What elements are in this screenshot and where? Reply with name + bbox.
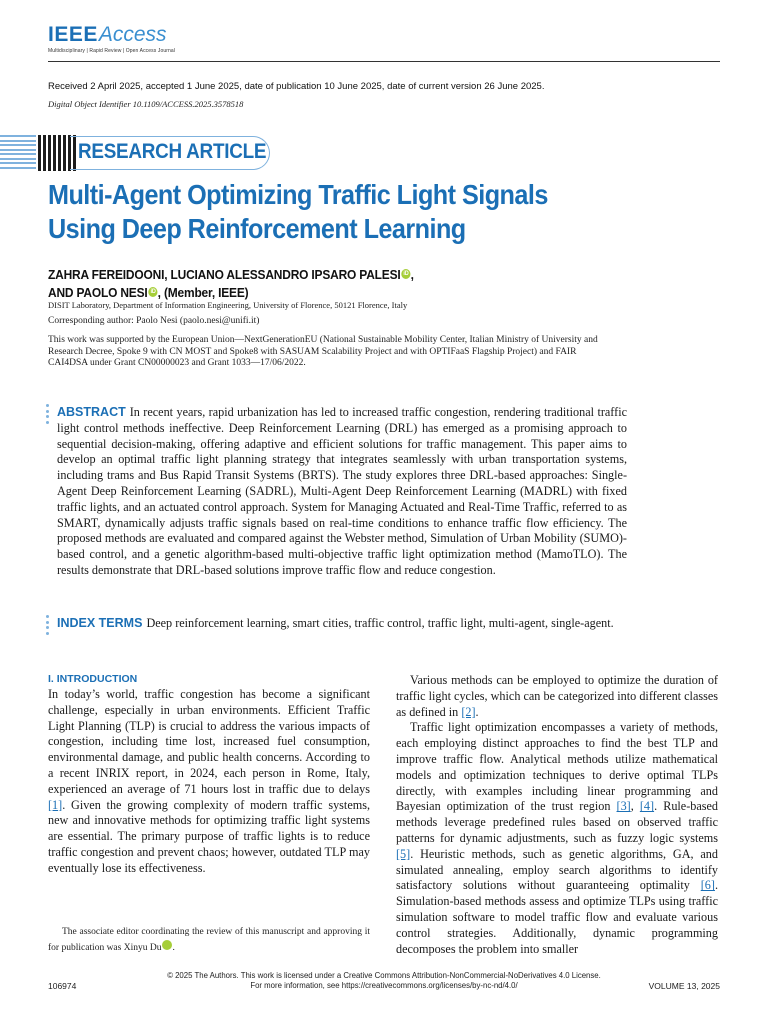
right-p2-text-c: . Heuristic methods, such as genetic algorithms, GA, and simulated annealing, employ search algorithms to identify satisfactory solutions without guaranteeing optimality xyxy=(396,846,718,893)
author-list xyxy=(48,266,414,302)
volume-label: VOLUME 13, 2025 xyxy=(648,981,720,991)
corresponding-author: Corresponding author: Paolo Nesi (paolo.nesi@unifi.it) xyxy=(48,316,260,326)
logo-tagline: Multidisciplinary | Rapid Review | Open Access Journal xyxy=(48,48,175,54)
right-p2-sep: , xyxy=(630,799,640,814)
license-line-1: © 2025 The Authors. This work is licensed under a Creative Commons Attribution-NonCommercial-NoDerivatives 4.0 License. xyxy=(167,971,601,980)
authors-line-2: AND PAOLO NESI xyxy=(48,285,148,300)
index-terms-text: Deep reinforcement learning, smart cities, traffic control, traffic light, multi-agent, single-agent. xyxy=(146,616,614,630)
abstract xyxy=(57,405,627,579)
banner-label: RESEARCH ARTICLE xyxy=(78,140,267,163)
intro-p1-text-a: In today’s world, traffic congestion has become a significant challenge, especially in urban environments. Efficient Traffic Light Planning (TLP) is crucial to address the various impacts of congestion, including time lost, increased fuel consumption, environmental damage, and public health concerns. According to a recent INRIX report, in 2024, each person in Rome, Italy, experienced an average of 71 hours lost in traffic due to delays xyxy=(48,687,370,796)
footnote-end: . xyxy=(172,943,175,953)
right-p1-text-b: . xyxy=(475,704,479,719)
citation-link[interactable]: [1] xyxy=(48,797,63,812)
citation-link[interactable]: [5] xyxy=(396,846,411,861)
logo-ieee: IEEE xyxy=(48,23,98,46)
abstract-dots-icon xyxy=(46,404,52,426)
received-dates: Received 2 April 2025, accepted 1 June 2025, date of publication 10 June 2025, date of current version 26 June 2025. xyxy=(48,81,545,92)
authors-line-2-end: , (Member, IEEE) xyxy=(157,285,249,300)
orcid-icon[interactable]: iD xyxy=(162,940,172,950)
right-p2-text-b: . Rule-based methods leverage predefined rules based on observed traffic patterns for dynamic adjustments, such as fuzzy logic systems xyxy=(396,799,719,845)
index-terms-label: INDEX TERMS xyxy=(57,616,143,630)
left-column xyxy=(48,673,370,877)
citation-link[interactable]: [6] xyxy=(700,878,715,893)
section-heading-introduction: I. INTRODUCTION xyxy=(48,673,138,685)
right-paragraph-2 xyxy=(396,720,718,957)
orcid-icon[interactable]: iD xyxy=(401,269,410,279)
index-terms-dots-icon xyxy=(46,615,52,637)
authors-line-1-end: , xyxy=(410,267,414,282)
right-column xyxy=(396,673,718,957)
doi-line: Digital Object Identifier 10.1109/ACCESS.2025.3578518 xyxy=(48,99,244,109)
right-p1-text-a: Various methods can be employed to optimize the duration of traffic light cycles, which can be categorized into different classes as defined in xyxy=(396,673,718,719)
intro-paragraph-1 xyxy=(48,687,370,877)
title-line-2: Using Deep Reinforcement Learning xyxy=(48,213,466,244)
journal-logo xyxy=(48,24,175,54)
right-paragraph-1 xyxy=(396,673,718,720)
paper-title xyxy=(48,178,624,246)
logo-access: Access xyxy=(98,23,167,46)
orcid-icon[interactable]: iD xyxy=(148,287,157,297)
banner-stripes xyxy=(0,135,36,171)
citation-link[interactable]: [4] xyxy=(639,799,655,814)
authors-line-1: ZAHRA FEREIDOONI, LUCIANO ALESSANDRO IPSARO PALESI xyxy=(48,267,401,282)
right-p2-text-d: . Simulation-based methods assess and optimize TLPs using traffic simulation software to model traffic flow and evaluate various control strategies. Additionally, dynamic programming decomposes the problem into smaller xyxy=(396,878,718,956)
affiliation: DISIT Laboratory, Department of Information Engineering, University of Florence, 50121 Florence, Italy xyxy=(48,300,408,310)
abstract-label: ABSTRACT xyxy=(57,405,126,419)
right-p2-text-a: Traffic light optimization encompasses a variety of methods, each employing distinct approaches to find the best TLP and improve traffic flow. Analytical methods utilize mathematical models and optimization techniques to derive optimal TLPs directly, with examples including linear programming and Bayesian optimization of the trust region xyxy=(396,720,718,814)
header-rule xyxy=(48,61,720,62)
citation-link[interactable]: [3] xyxy=(616,799,631,814)
title-line-1: Multi-Agent Optimizing Traffic Light Signals xyxy=(48,179,548,210)
intro-p1-text-b: . Given the growing complexity of modern traffic systems, new and innovative methods for optimizing traffic light systems are essential. The primary purpose of traffic lights is to reduce traffic congestion and prevent chaos; however, outdated TLP may eventually lose its effectiveness. xyxy=(48,797,370,875)
license-line-2[interactable]: For more information, see https://creativecommons.org/licenses/by-nc-nd/4.0/ xyxy=(250,981,518,990)
footnote-text: The associate editor coordinating the review of this manuscript and approving it for publication was Xinyu Du xyxy=(48,927,370,953)
abstract-text: In recent years, rapid urbanization has led to increased traffic congestion, rendering traditional traffic light control methods ineffective. Deep Reinforcement Learning (DRL) has emerged as a promising approach to sequential decision-making, offering adaptive and efficient solutions for traffic management. This paper aims to develop an optimal traffic light planning strategy that integrates seamlessly with urban transportation systems, including trams and Bus Rapid Transit Systems (BRTS). The study explores three DRL-based approaches: Single-Agent Deep Reinforcement Learning (SADRL), Multi-Agent Deep Reinforcement Learning (MADRL) with fixed traffic lights, and an actuated control approach. System for Managing Actuated and Real-Time Traffic, referred to as SMART, dynamically adjusts traffic signals based on real-time conditions to enhance traffic flow efficiency. The proposed methods are evaluated and compared against the Webster method, Simulation of Urban Mobility (SUMO)-based control, and a genetic algorithm-based multi-objective traffic light optimization method (MamoTLO). The results demonstrate that DRL-based solutions improve traffic flow and reduce congestion. xyxy=(57,405,627,577)
page-number: 106974 xyxy=(48,981,77,991)
editor-footnote xyxy=(48,925,370,956)
index-terms xyxy=(57,616,627,632)
article-type-banner xyxy=(0,135,272,171)
funding-note: This work was supported by the European Union—NextGenerationEU (National Sustainable Mobility Center, Italian Ministry of University and Research Decree, Spoke 9 with CN MOST and Spoke8 with SASUAM Scalability Project and with OPTIFaaS Flagship Project) and FAIR CAI4DSA under Grant CN00000023 and Grant 1033—17/06/2022. xyxy=(48,335,598,368)
citation-link[interactable]: [2] xyxy=(461,704,476,719)
